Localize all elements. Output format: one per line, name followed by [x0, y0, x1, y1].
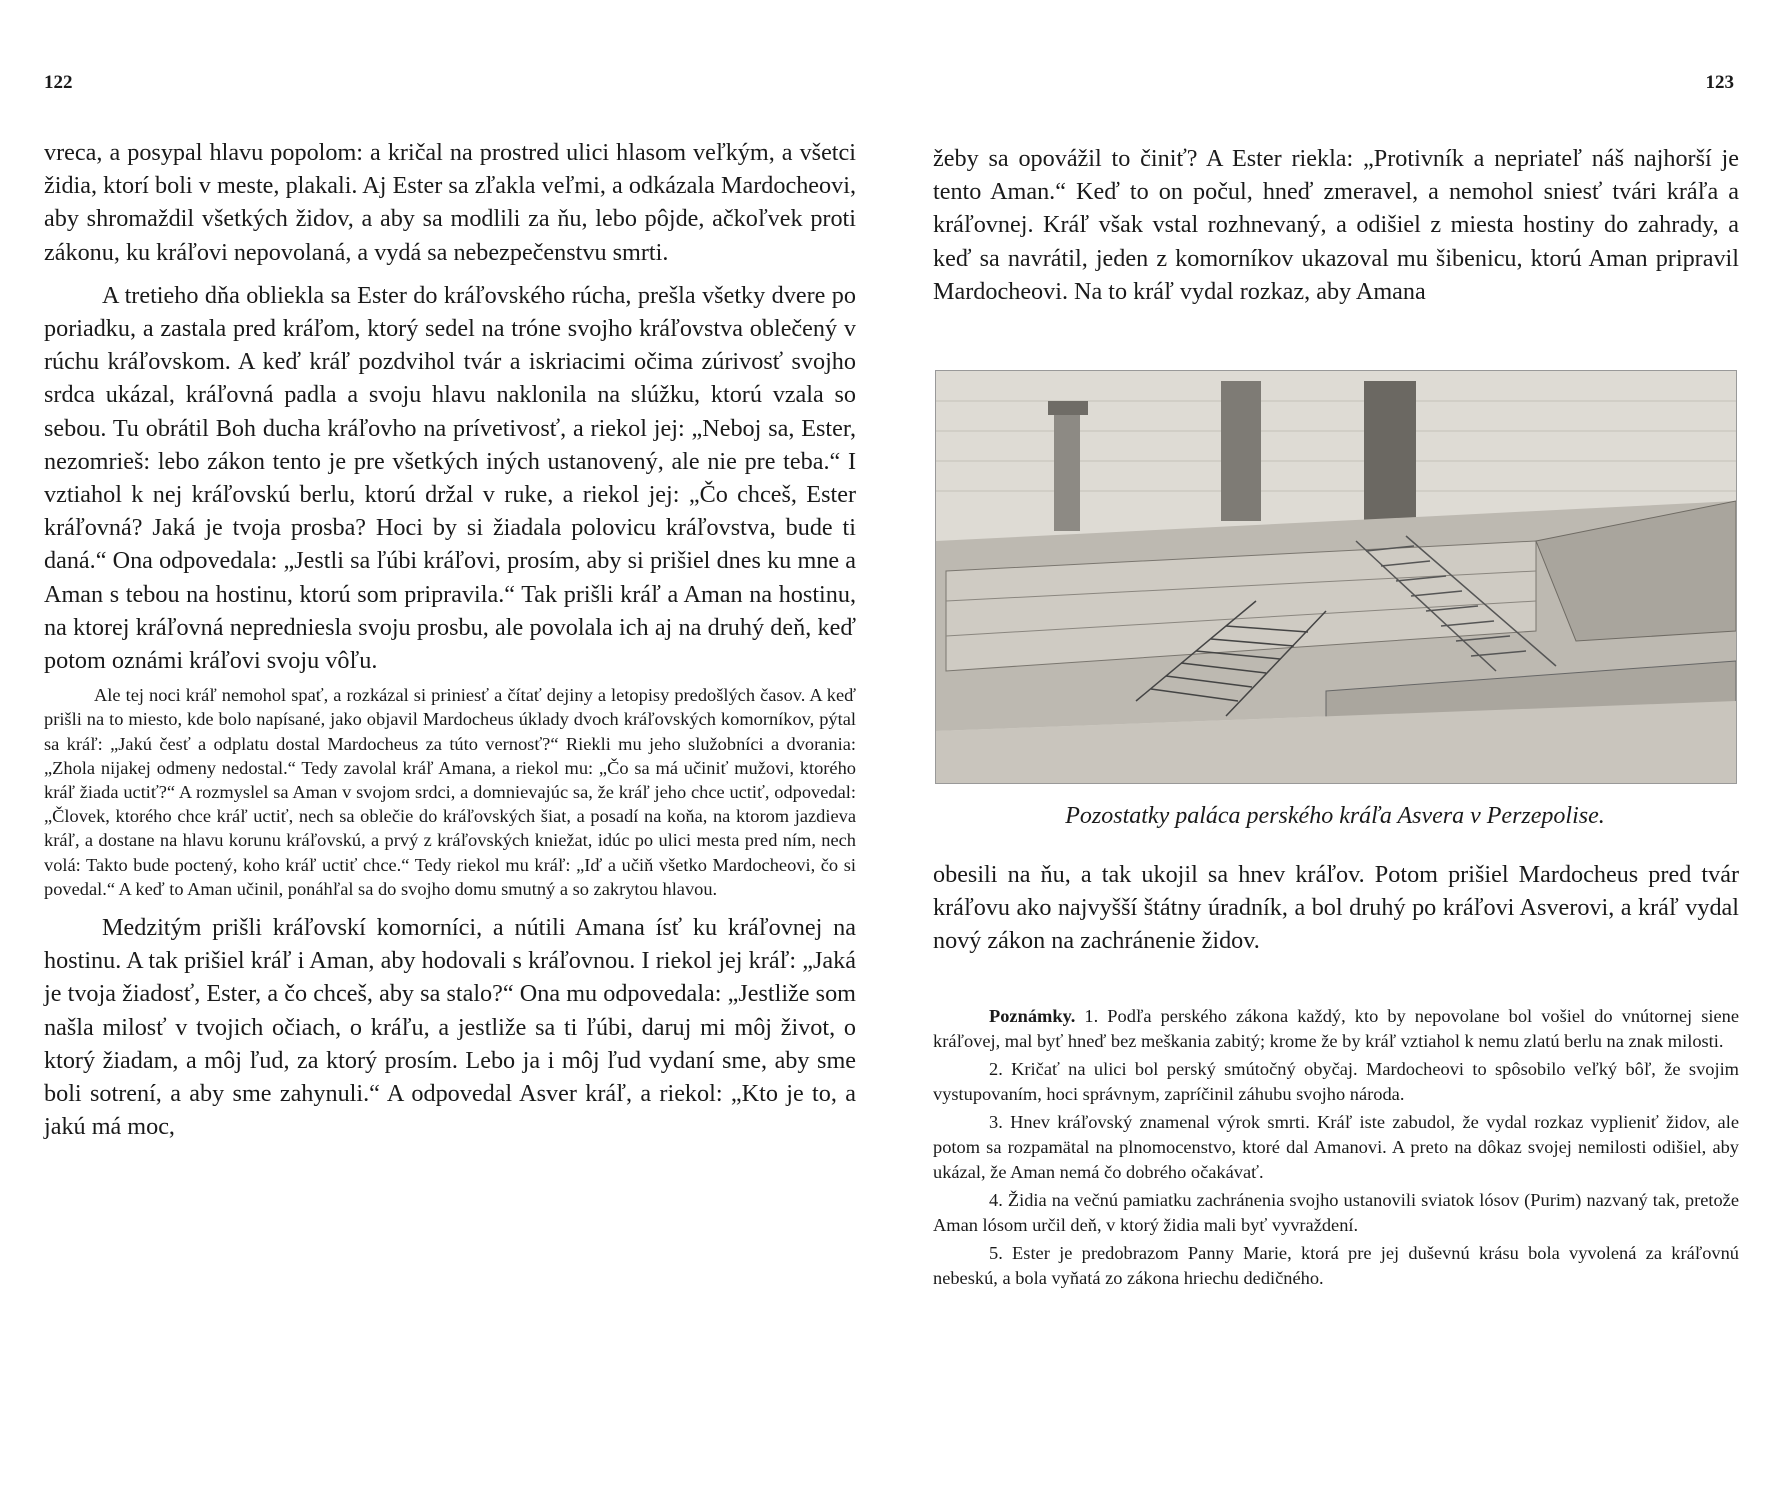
note-3: 3. Hnev kráľovský znamenal výrok smrti. Kráľ iste zabudol, že vydal rozkaz vyplieniť židov, ale potom sa rozpamätal na plnomocenstvo, ktoré dal Amanovi. A preto na dôkaz svojej nemilosti odišiel, aby ukázal, že Aman nemá čo dobrého očakávať. — [933, 1112, 1739, 1182]
right-paragraph-2: obesili na ňu, a tak ukojil sa hnev kráľov. Potom prišiel Mardocheus pred tvár kráľovu ako najvyšší štátny úradník, a bol druhý po kráľovi Asverovi, a kráľ vydal nový zákon na zachránenie židov. — [933, 861, 1739, 955]
left-paragraph-4: Medzitým prišli kráľovskí komorníci, a nútili Amana ísť ku kráľovnej na hostinu. A tak prišiel kráľ i Aman, aby hodovali s kráľovnou. I riekol jej kráľ: „Jaká je tvoja žiadosť, Ester, a čo chceš, aby sa stalo?“ Ona mu odpovedala: „Jestliže som našla milosť v tvojich očiach, o kráľu, a jestliže sa ti ľúbi, daruj mi môj život, o ktorý žiadam, a môj ľud, za ktorý prosím. Lebo ja i môj ľud vydaní sme, aby sme boli sotrení, a aby sme zahynuli.“ A odpovedal Asver kráľ, a riekol: „Kto je to, a jakú má moc, — [44, 914, 856, 1141]
palace-ruins-illustration — [935, 370, 1737, 784]
figure-caption: Pozostatky paláca perského kráľa Asvera v Perzepolise. — [1065, 803, 1605, 829]
note-4: 4. Židia na večnú pamiatku zachránenia svojho ustanovili sviatok lósov (Purim) nazvaný tak, pretože Aman lósom určil deň, v ktorý židia mali byť vyvraždení. — [933, 1190, 1739, 1235]
right-text-top — [933, 142, 1739, 308]
note-2: 2. Kričať na ulici bol perský smútočný obyčaj. Mardocheovi to spôsobilo veľký bôľ, že svojim vystupovaním, hoci správnym, zapríčinil záhubu svojho národa. — [933, 1059, 1739, 1104]
left-paragraph-2: A tretieho dňa obliekla sa Ester do kráľovského rúcha, prešla všetky dvere po poriadku, a zastala pred kráľom, ktorý sedel na tróne svojho kráľovstva oblečený v rúchu kráľovskom. A keď kráľ pozdvihol tvár a iskriacimi očima zúrivosť svojho srdca ukázal, kráľovná padla a svoju hlavu naklonila na slúžku, ktorú vzala so sebou. Tu obrátil Boh ducha kráľovho na prívetivosť, a riekol jej: „Neboj sa, Ester, nezomrieš: lebo zákon tento je pre všetkých iných ustanovený, ale nie pre teba.“ I vztiahol k nej kráľovskú berlu, ktorú držal v ruke, a riekol jej: „Čo chceš, Ester kráľovná? Jaká je tvoja prosba? Hoci by si žiadala polovicu kráľovstva, bude ti daná.“ Ona odpovedala: „Jestli sa ľúbi kráľovi, prosím, aby si prišiel dnes ku mne a Aman s tebou na hostinu, ktorú som pripravila.“ Tak prišli kráľ a Aman na hostinu, na ktorej kráľovná nepredniesla svoju prosbu, ale povolala ich aj na druhý deň, keď potom oznámi kráľovi svoju vôľu. — [44, 281, 856, 675]
left-paragraph-1: vreca, a posypal hlavu popolom: a kričal na prostred ulici hlasom veľkým, a všetci židia, ktorí boli v meste, plakali. Aj Ester sa zľakla veľmi, a odkázala Mardocheovi, aby shromaždil všetkých židov, a aby sa modlili za ňu, lebo pôjde, ačkoľvek proti zákonu, ku kráľovi nepovolaná, a vydá sa nebezpečenstvu smrti. — [44, 139, 856, 266]
right-page — [889, 0, 1778, 1500]
ruins-drawing — [936, 371, 1736, 783]
left-small-paragraph: Ale tej noci kráľ nemohol spať, a rozkázal si priniesť a čítať dejiny a letopisy predošlých časov. A keď prišli na to miesto, kde bolo napísané, jako objavil Mardocheus úklady dvoch kráľovských komorníkov, pýtal sa kráľ: „Jakú česť a odplatu dostal Mardocheus za túto vernosť?“ Riekli mu jeho služobníci a dvorania: „Zhola nijakej odmeny nedostal.“ Tedy zavolal kráľ Amana, a riekol mu: „Čo sa má učiniť mužovi, ktorého kráľ žiada uctiť?“ A rozmyslel sa Aman v svojom srdci, a domnievajúc sa, že kráľ jeho chce uctiť, odpovedal: „Človek, ktorého chce kráľ uctiť, nech sa oblečie do kráľovských šiat, a posadí na koňa, na ktorom jazdieva kráľ, a dostane na hlavu korunu kráľovskú, a prvý z kráľovských kniežat, idúc po ulici mesta pred ním, nech volá: Takto bude poctený, koho kráľ uctiť chce.“ Tedy riekol mu kráľ: „Iď a učiň všetko Mardocheovi, čo si povedal.“ A keď to Aman učinil, ponáhľal sa do svojho domu smutný a so zakrytou hlavou. — [44, 685, 856, 899]
note-1 — [933, 1004, 1739, 1053]
note-5: 5. Ester je predobrazom Panny Marie, ktorá pre jej duševnú krásu bola vyvolená za kráľovnú nebeskú, a bola vyňatá zo zákona hriechu dedičného. — [933, 1243, 1739, 1288]
left-text-column — [44, 136, 856, 1144]
right-paragraph-1: žeby sa opovážil to činiť? A Ester riekla: „Protivník a nepriateľ náš najhorší je tento Aman.“ Keď to on počul, hneď zmeravel, a nemohol sniesť tvári kráľa a kráľovnej. Kráľ však vstal rozhnevaný, a odišiel z miesta hostiny do zahrady, a keď sa navrátil, jeden z komorníkov ukazoval mu šibenicu, ktorú Aman pripravil Mardocheovi. Na to kráľ vydal rozkaz, aby Amana — [933, 145, 1739, 305]
page-number-right: 123 — [1705, 72, 1734, 93]
notes-label: Poznámky. — [989, 1006, 1076, 1026]
note-1-text: 1. Podľa perského zákona každý, kto by nepovolane bol vošiel do vnútornej siene kráľovej, mal byť hneď bez meškania zabitý; krome že by kráľ vztiahol k nemu zlatú berlu na znak milosti. — [933, 1006, 1739, 1051]
page-number-left: 122 — [44, 72, 73, 93]
notes-section — [933, 1000, 1739, 1291]
right-text-bottom — [933, 858, 1739, 958]
